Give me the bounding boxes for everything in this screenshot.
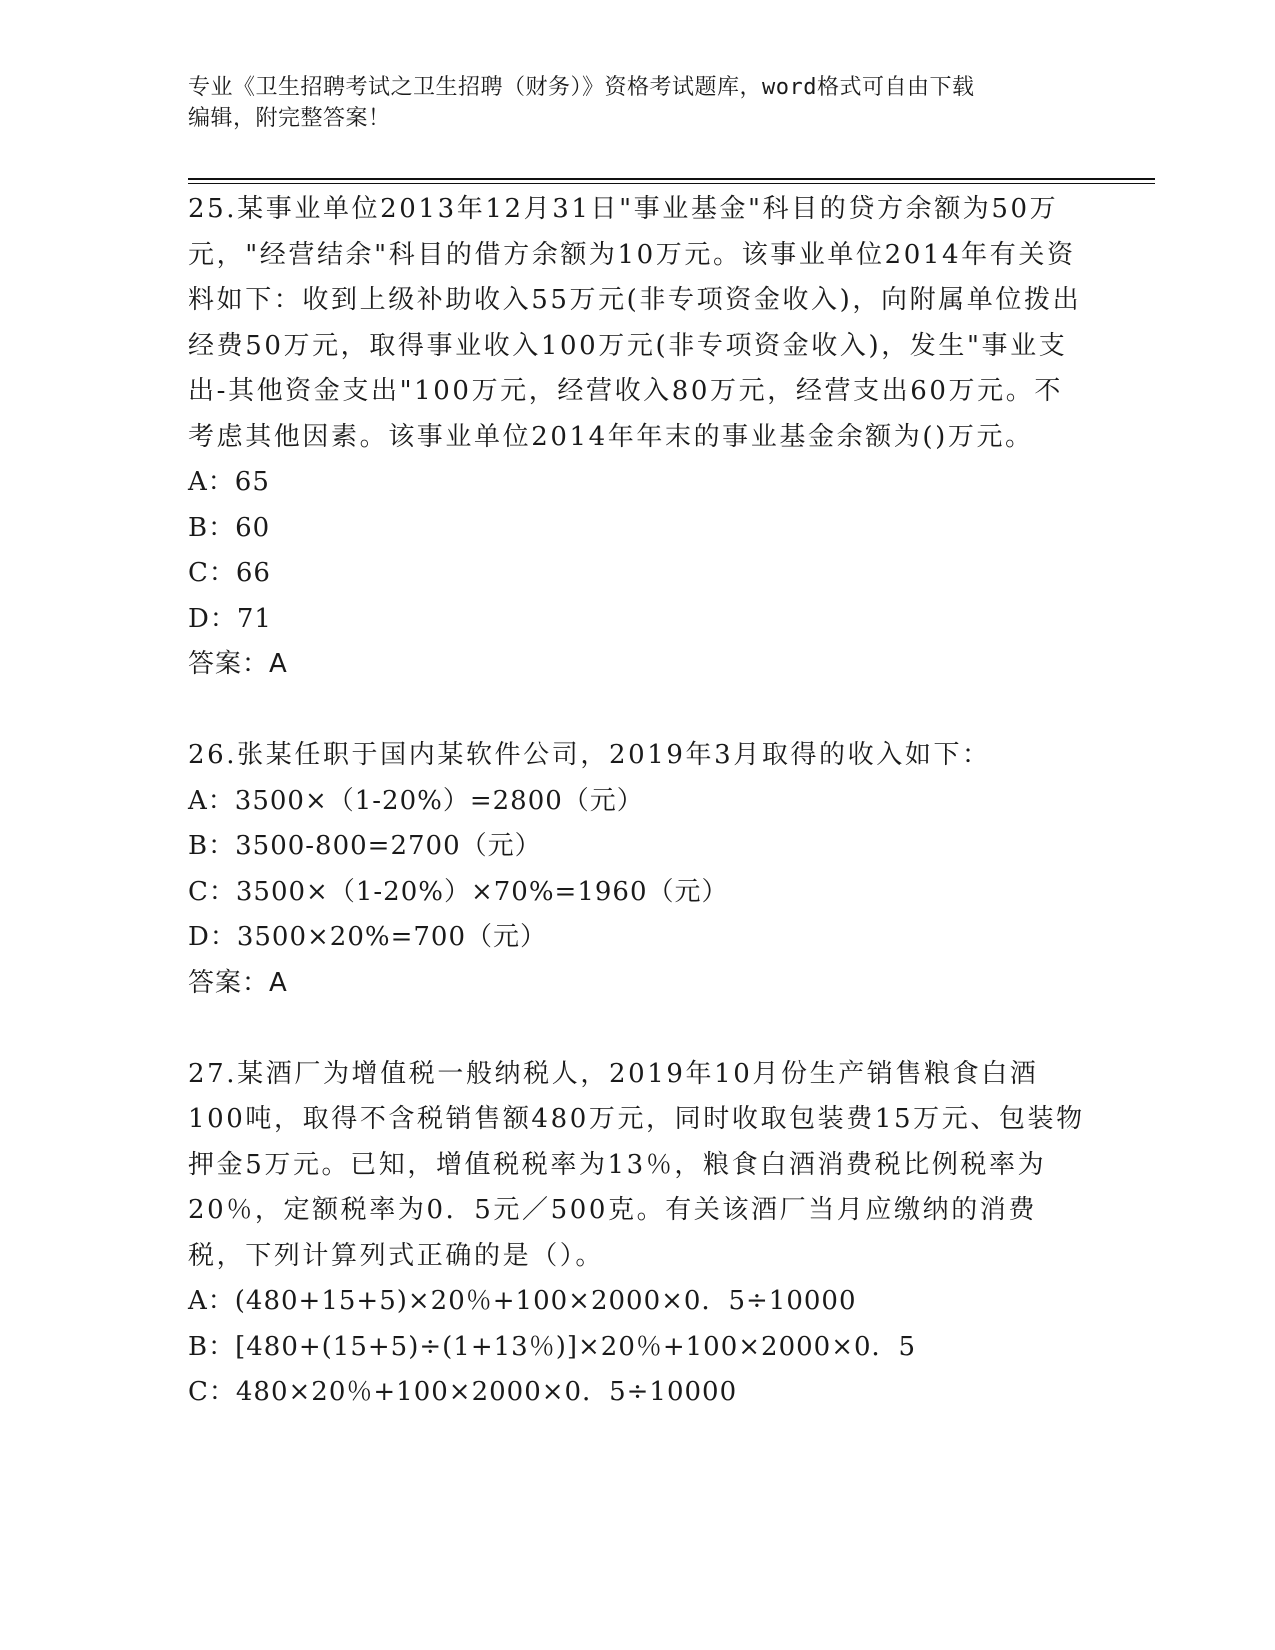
question-stem: 26.张某任职于国内某软件公司，2019年3月取得的收入如下： bbox=[188, 740, 991, 770]
header-divider-thin bbox=[188, 183, 1155, 184]
option-a: A：3500×（1-20%）=2800（元） bbox=[188, 785, 644, 816]
question-26 bbox=[188, 733, 1088, 1006]
question-spacer bbox=[188, 688, 1088, 734]
option-d: D：71 bbox=[188, 603, 272, 634]
question-25 bbox=[188, 187, 1088, 688]
document-header bbox=[188, 72, 1068, 134]
option-c: C：480×20％+100×2000×0．5÷10000 bbox=[188, 1377, 738, 1407]
question-stem: 27.某酒厂为增值税一般纳税人，2019年10月份生产销售粮食白酒100吨，取得不含税销售额480万元，同时收取包装费15万元、包装物押金5万元。已知，增值税税率为13％，粮食白酒消费税比例税率为20％，定额税率为0．5元／500克。有关该酒厂当月应缴纳的消费税，下列计算列式正确的是（）。 bbox=[188, 1058, 1085, 1271]
question-spacer bbox=[188, 1006, 1088, 1052]
option-c: C：3500×（1-20%）×70%=1960（元） bbox=[188, 876, 729, 907]
option-a: A：65 bbox=[188, 467, 270, 497]
question-stem: 25.某事业单位2013年12月31日"事业基金"科目的贷方余额为50万元，"经营结余"科目的借方余额为10万元。该事业单位2014年有关资料如下：收到上级补助收入55万元(非专项资金收入)，向附属单位拨出经费50万元，取得事业收入100万元(非专项资金收入)，发生"事业支出-其他资金支出"100万元，经营收入80万元，经营支出60万元。不考虑其他因素。该事业单位2014年年末的事业基金余额为()万元。 bbox=[188, 194, 1082, 452]
question-27 bbox=[188, 1052, 1088, 1416]
question-list bbox=[188, 187, 1088, 1416]
header-divider-thick bbox=[188, 178, 1155, 180]
header-line-1: 专业《卫生招聘考试之卫生招聘（财务）》资格考试题库，word格式可自由下载 bbox=[188, 75, 975, 100]
answer-line: 答案：A bbox=[188, 649, 288, 679]
option-c: C：66 bbox=[188, 558, 271, 588]
option-b: B：3500-800=2700（元） bbox=[188, 831, 542, 861]
option-b: B：[480+(15+5)÷(1+13％)]×20％+100×2000×0．5 bbox=[188, 1331, 917, 1362]
header-line-2: 编辑，附完整答案！ bbox=[188, 106, 391, 131]
option-a: A：(480+15+5)×20％+100×2000×0．5÷10000 bbox=[188, 1286, 857, 1316]
option-d: D：3500×20%=700（元） bbox=[188, 922, 547, 952]
option-b: B：60 bbox=[188, 512, 271, 543]
answer-line: 答案：A bbox=[188, 967, 288, 998]
